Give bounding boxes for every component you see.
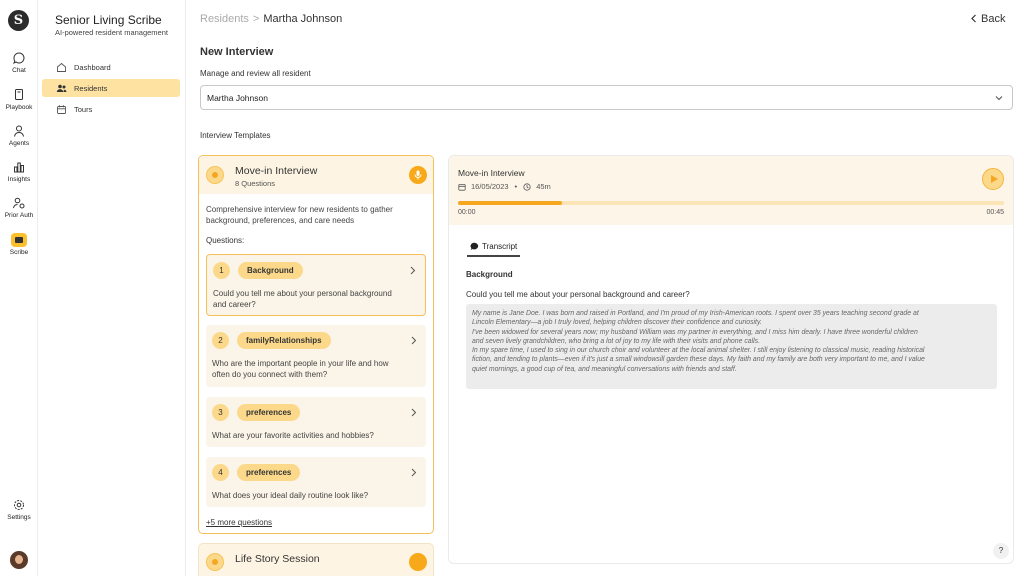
question-number: 4 [212,464,229,481]
record-button[interactable] [409,553,427,571]
template-card-move-in[interactable] [198,155,434,534]
tab-label: Transcript [482,242,518,251]
rail-item-settings[interactable] [0,498,38,521]
sidebar-item-tours[interactable] [42,100,180,118]
breadcrumb-separator: > [252,13,260,25]
home-icon [56,62,67,73]
avatar[interactable] [10,551,28,569]
player-title: Move-in Interview [458,168,525,178]
interview-panel [448,155,1014,564]
users-icon [56,83,67,94]
breadcrumb-root[interactable]: Residents [200,13,249,25]
chevron-right-icon [410,408,417,417]
question-number: 2 [212,332,229,349]
book-icon [11,88,27,102]
chevron-left-icon [970,14,978,23]
player-meta [458,182,551,191]
question-item[interactable] [206,325,426,387]
time-start: 00:00 [458,209,476,216]
rail-label: Scribe [9,249,29,256]
interview-duration: 45m [536,182,551,191]
brand-title: Senior Living Scribe [55,13,162,27]
sidebar [38,0,186,576]
chevron-right-icon [410,336,417,345]
transcript-answer [466,304,997,389]
chart-icon [11,160,27,174]
player-header [449,156,1013,225]
answer-line: and seven lively grandchildren, who bring a lot of joy to my life with their visits and phone calls. [472,337,761,345]
resident-select-value: Martha Johnson [207,92,268,103]
questions-label: Questions: [206,236,245,245]
question-number: 3 [212,404,229,421]
rail-item-playbook[interactable] [0,88,38,111]
question-text: What does your ideal daily routine look like? [212,491,369,500]
question-item[interactable] [206,254,426,316]
sidebar-item-label: Tours [74,104,93,114]
rail-item-scribe[interactable] [0,233,38,256]
breadcrumb [200,13,342,25]
question-text: What are your favorite activities and hobbies? [212,431,374,440]
back-button[interactable] [970,13,1005,25]
agent-icon [11,124,27,138]
chat-icon [11,51,27,65]
page-title: New Interview [200,46,274,58]
resident-select[interactable] [200,85,1013,110]
audio-progress-fill [458,201,562,205]
template-question-count: 8 Questions [235,179,276,188]
question-tag: preferences [237,404,300,421]
template-description: Comprehensive interview for new residents to gather background, preferences, and care needs [206,205,393,225]
rail-item-insights[interactable] [0,160,38,183]
rail-label: Agents [8,140,30,147]
sidebar-item-residents[interactable] [42,79,180,97]
clock-icon [523,183,531,191]
page-subtitle: Manage and review all resident [200,69,311,78]
app-rail [0,0,38,576]
question-item[interactable] [206,457,426,507]
back-label: Back [981,13,1006,25]
record-button[interactable] [409,166,427,184]
question-text: Could you tell me about your personal background and career? [213,289,392,309]
templates-label: Interview Templates [200,131,271,140]
rail-label: Settings [7,514,31,521]
interview-date: 16/05/2023 [471,182,509,191]
rail-label: Playbook [5,104,33,111]
gear-icon [11,498,27,512]
question-text: Who are the important people in your life and how often do you connect with them? [212,359,389,379]
question-tag: preferences [237,464,300,481]
more-questions-link[interactable]: +5 more questions [206,518,273,527]
answer-line: fiction, and tending to plants—even if it's just a small windowsill garden these days. My faith and my family are both very important to me, and I value [472,356,925,364]
chevron-right-icon [409,266,416,275]
template-title: Life Story Session [235,553,320,565]
sidebar-item-dashboard[interactable] [42,58,180,76]
template-title: Move-in Interview [235,165,318,177]
audio-progress-bar[interactable] [458,201,1004,205]
template-card-life-story[interactable] [198,543,434,576]
rail-item-agents[interactable] [0,124,38,147]
transcript-question: Could you tell me about your personal background and career? [466,290,690,299]
help-button[interactable]: ? [993,543,1009,559]
answer-line: Lincoln Elementary—a job I truly loved, helping children discover their confidence and curiosity. [472,319,762,327]
record-dot-icon [206,166,224,184]
question-item[interactable] [206,397,426,447]
rail-item-chat[interactable] [0,51,38,74]
chevron-down-icon [994,93,1004,103]
template-card-header [199,156,433,194]
app-logo[interactable]: S [8,10,29,31]
answer-line: In my spare time, I used to sing in our church choir and volunteer at the local animal shelter. I still enjoy listening to classical music, reading historical [472,347,925,355]
question-number: 1 [213,262,230,279]
answer-line: My name is Jane Doe. I was born and raised in Portland, and I'm proud of my Irish-American roots. I spent over 35 years teaching second grade at [472,310,919,317]
sidebar-item-label: Dashboard [74,62,111,72]
rail-label: Prior Auth [4,212,34,219]
rail-label: Insights [7,176,31,183]
sidebar-item-label: Residents [74,83,108,93]
meta-separator: • [514,182,518,191]
time-end: 00:45 [986,209,1004,216]
question-tag: familyRelationships [237,332,331,349]
answer-line: I've been widowed for several years now; my husband William was my partner in everything, and I miss him dearly. I have three wonderful children [472,328,918,336]
answer-line: quiet mornings, a good cup of tea, and meaningful conversations with friends and staff. [472,365,737,373]
calendar-icon [458,183,466,191]
rail-label: Chat [12,67,26,74]
transcript-section-title: Background [466,270,513,279]
chevron-right-icon [410,468,417,477]
scribe-icon [11,233,27,247]
microphone-icon [414,170,422,180]
calendar-icon [56,104,67,115]
rail-item-prior-auth[interactable] [0,196,38,219]
breadcrumb-current: Martha Johnson [263,13,343,25]
brand-subtitle: AI-powered resident management [55,28,168,37]
record-dot-icon [206,553,224,571]
speech-bubble-icon [470,242,479,251]
tab-transcript[interactable] [467,238,520,257]
auth-icon [11,196,27,210]
play-button[interactable] [982,168,1004,190]
question-tag: Background [238,262,303,279]
